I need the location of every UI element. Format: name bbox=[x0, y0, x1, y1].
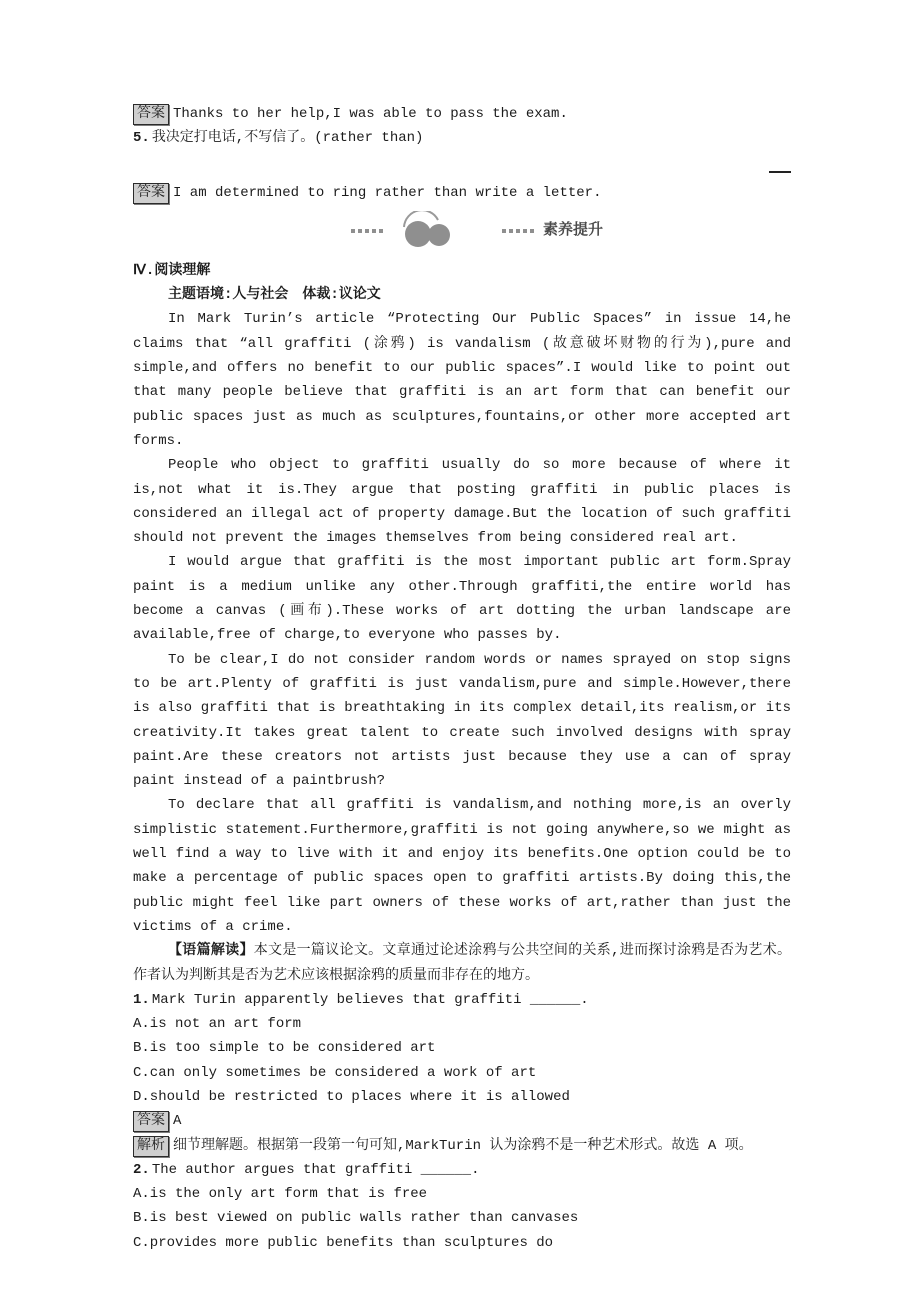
section-title: Ⅳ.阅读理解 bbox=[133, 262, 211, 279]
divider-label: 素养提升 bbox=[543, 221, 604, 239]
divider-dots-right bbox=[502, 229, 537, 233]
question-option: B.is too simple to be considered art bbox=[133, 1040, 436, 1057]
item-text: 我决定打电话,不写信了。(rather than) bbox=[151, 130, 424, 147]
question-analysis-row bbox=[133, 1134, 791, 1158]
item-number: 5. bbox=[133, 130, 150, 147]
question-number: 1. bbox=[133, 991, 150, 1008]
question-option: A.is not an art form bbox=[133, 1016, 302, 1033]
question-option: B.is best viewed on public walls rather than canvases bbox=[133, 1210, 579, 1227]
answer-text-prev: Thanks to her help,I was able to pass the exam. bbox=[173, 106, 568, 122]
passage bbox=[133, 307, 791, 939]
page-content bbox=[133, 102, 791, 1255]
question-number: 2. bbox=[133, 1161, 150, 1178]
passage-analysis-text: 本文是一篇议论文。文章通过论述涂鸦与公共空间的关系,进而探讨涂鸦是否为艺术。作者认为判断其是否为艺术应该根据涂鸦的质量而非存在的地方。 bbox=[133, 943, 792, 984]
passage-analysis-title: 【语篇解读】 bbox=[168, 943, 254, 960]
question-stem: Mark Turin apparently believes that graffiti ______. bbox=[151, 991, 589, 1008]
passage-analysis bbox=[133, 939, 791, 988]
question-option: C.can only sometimes be considered a work of art bbox=[133, 1064, 537, 1081]
question-stem: The author argues that graffiti ______. bbox=[151, 1161, 480, 1178]
question-option: A.is the only art form that is free bbox=[133, 1186, 428, 1203]
passage-paragraph: I would argue that graffiti is the most important public art form.Spray paint is a medium unlike any other.Through graffiti,the entire world has become a canvas (画布).These works of art dotting the urban landscape are available,free of charge,to everyone who passes by. bbox=[133, 554, 791, 644]
passage-paragraph: In Mark Turin’s article “Protecting Our Public Spaces” in issue 14,he claims that “all graffiti (涂鸦) is vandalism (故意破坏财物的行为),pure and simple,and offers no benefit to our public spaces”.I would like to point out that many people believe that graffiti is an art form that can benefit our public spaces just as much as sculptures,fountains,or other more accepted art forms. bbox=[133, 311, 791, 449]
question-analysis-text: 细节理解题。根据第一段第一句可知,MarkTurin 认为涂鸦不是一种艺术形式。故选 A 项。 bbox=[173, 1137, 753, 1154]
analysis-box-label: 解析 bbox=[133, 1136, 169, 1157]
question-option: C.provides more public benefits than sculptures do bbox=[133, 1234, 554, 1251]
reading-meta: 主题语境:人与社会 体裁:议论文 bbox=[168, 287, 381, 304]
question-option: D.should be restricted to places where it is allowed bbox=[133, 1088, 570, 1105]
circles-ornament-icon bbox=[392, 211, 458, 251]
passage-paragraph: To be clear,I do not consider random words or names sprayed on stop signs to be art.Plenty of graffiti is just vandalism,pure and simple.However,there is also graffiti that is breathtaking in its complex detail,its realism,or its creativity.It takes great talent to create such involved designs with spray paint.Are these creators not artists just because they use a can of spray paint instead of a paintbrush? bbox=[133, 651, 791, 790]
exercise-item-5 bbox=[133, 126, 791, 150]
question-answer-row bbox=[133, 1109, 791, 1133]
answer-row-item5 bbox=[133, 181, 791, 205]
passage-paragraph: People who object to graffiti usually do so more because of where it is,not what it is.They argue that posting graffiti in public places is considered an illegal act of property damage.But the location of such graffiti should not prevent the images themselves from being considered real art. bbox=[133, 457, 791, 547]
question-stem-row bbox=[133, 988, 791, 1012]
answer-text-item5: I am determined to ring rather than write a letter. bbox=[173, 184, 602, 201]
divider-dots-left bbox=[351, 229, 386, 233]
answer-blank-row bbox=[133, 151, 791, 181]
answer-box-label: 答案 bbox=[133, 183, 169, 204]
answer-row-prev bbox=[133, 102, 791, 126]
question-answer-value: A bbox=[173, 1113, 182, 1130]
section-divider bbox=[345, 209, 791, 253]
answer-box-label: 答案 bbox=[133, 104, 169, 125]
questions bbox=[133, 988, 791, 1255]
passage-paragraph: To declare that all graffiti is vandalism,and nothing more,is an overly simplistic statement.Furthermore,graffiti is not going anywhere,so we might as well find a way to live with it and enjoy its benefits.One option could be to make a percentage of public spaces open to graffiti artists.By doing this,the public might feel like part owners of these works of art,rather than just the victims of a crime. bbox=[133, 797, 791, 935]
answer-blank-line bbox=[769, 171, 791, 173]
question-stem-row bbox=[133, 1158, 791, 1182]
answer-box-label: 答案 bbox=[133, 1111, 169, 1132]
